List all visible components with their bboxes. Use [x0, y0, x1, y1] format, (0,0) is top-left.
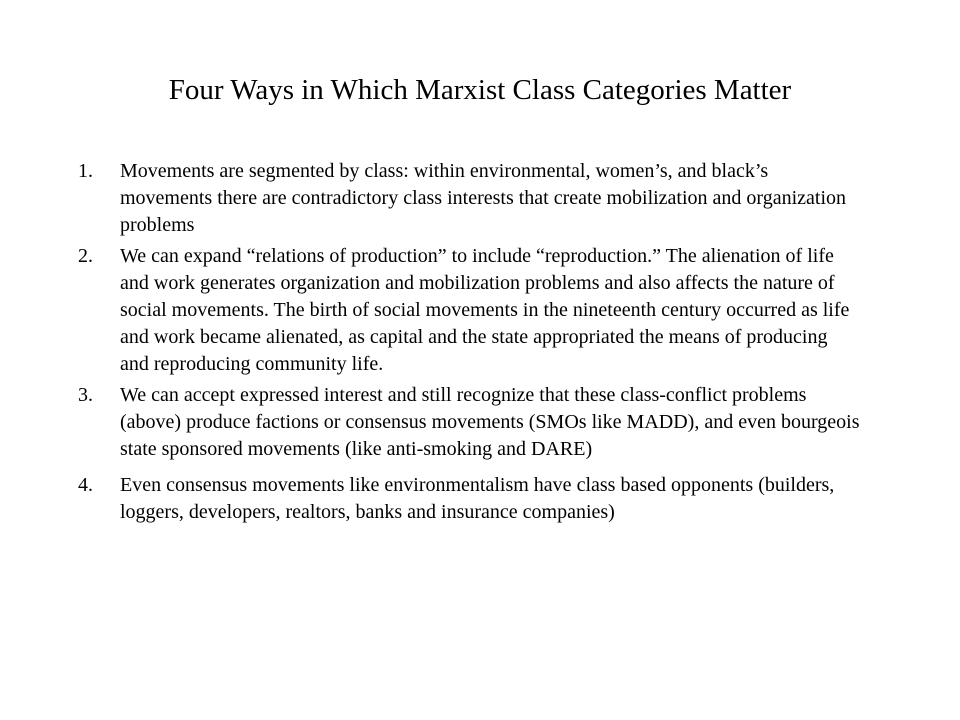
list-item-number: 3. [78, 384, 93, 406]
list-item [78, 472, 860, 526]
list-item-number: 1. [78, 160, 93, 182]
list-item-number: 2. [78, 245, 93, 267]
list-item-text: We can accept expressed interest and still recognize that these class-conflict problems (above) produce factions or consensus movements (SMOs like MADD), and even bourgeois state sponsored movements (like anti-smoking and DARE) [120, 384, 860, 460]
list-item-text: Movements are segmented by class: within environmental, women’s, and black’s movements there are contradictory class interests that create mobilization and organization problems [120, 160, 847, 236]
list-item-text: Even consensus movements like environmentalism have class based opponents (builders, loggers, developers, realtors, banks and insurance companies) [120, 474, 835, 523]
list-item [78, 243, 860, 378]
list-item-text: We can expand “relations of production” to include “reproduction.” The alienation of life and work generates organization and mobilization problems and also affects the nature of social movements. The birth of social movements in the nineteenth century occurred as life and work became alienated, as capital and the state appropriated the means of producing and reproducing community life. [120, 245, 850, 375]
list-item-number: 4. [78, 474, 93, 496]
list-item [78, 382, 860, 463]
list-item [78, 158, 860, 239]
numbered-list [78, 158, 860, 530]
slide-title: Four Ways in Which Marxist Class Categories Matter [168, 74, 792, 106]
